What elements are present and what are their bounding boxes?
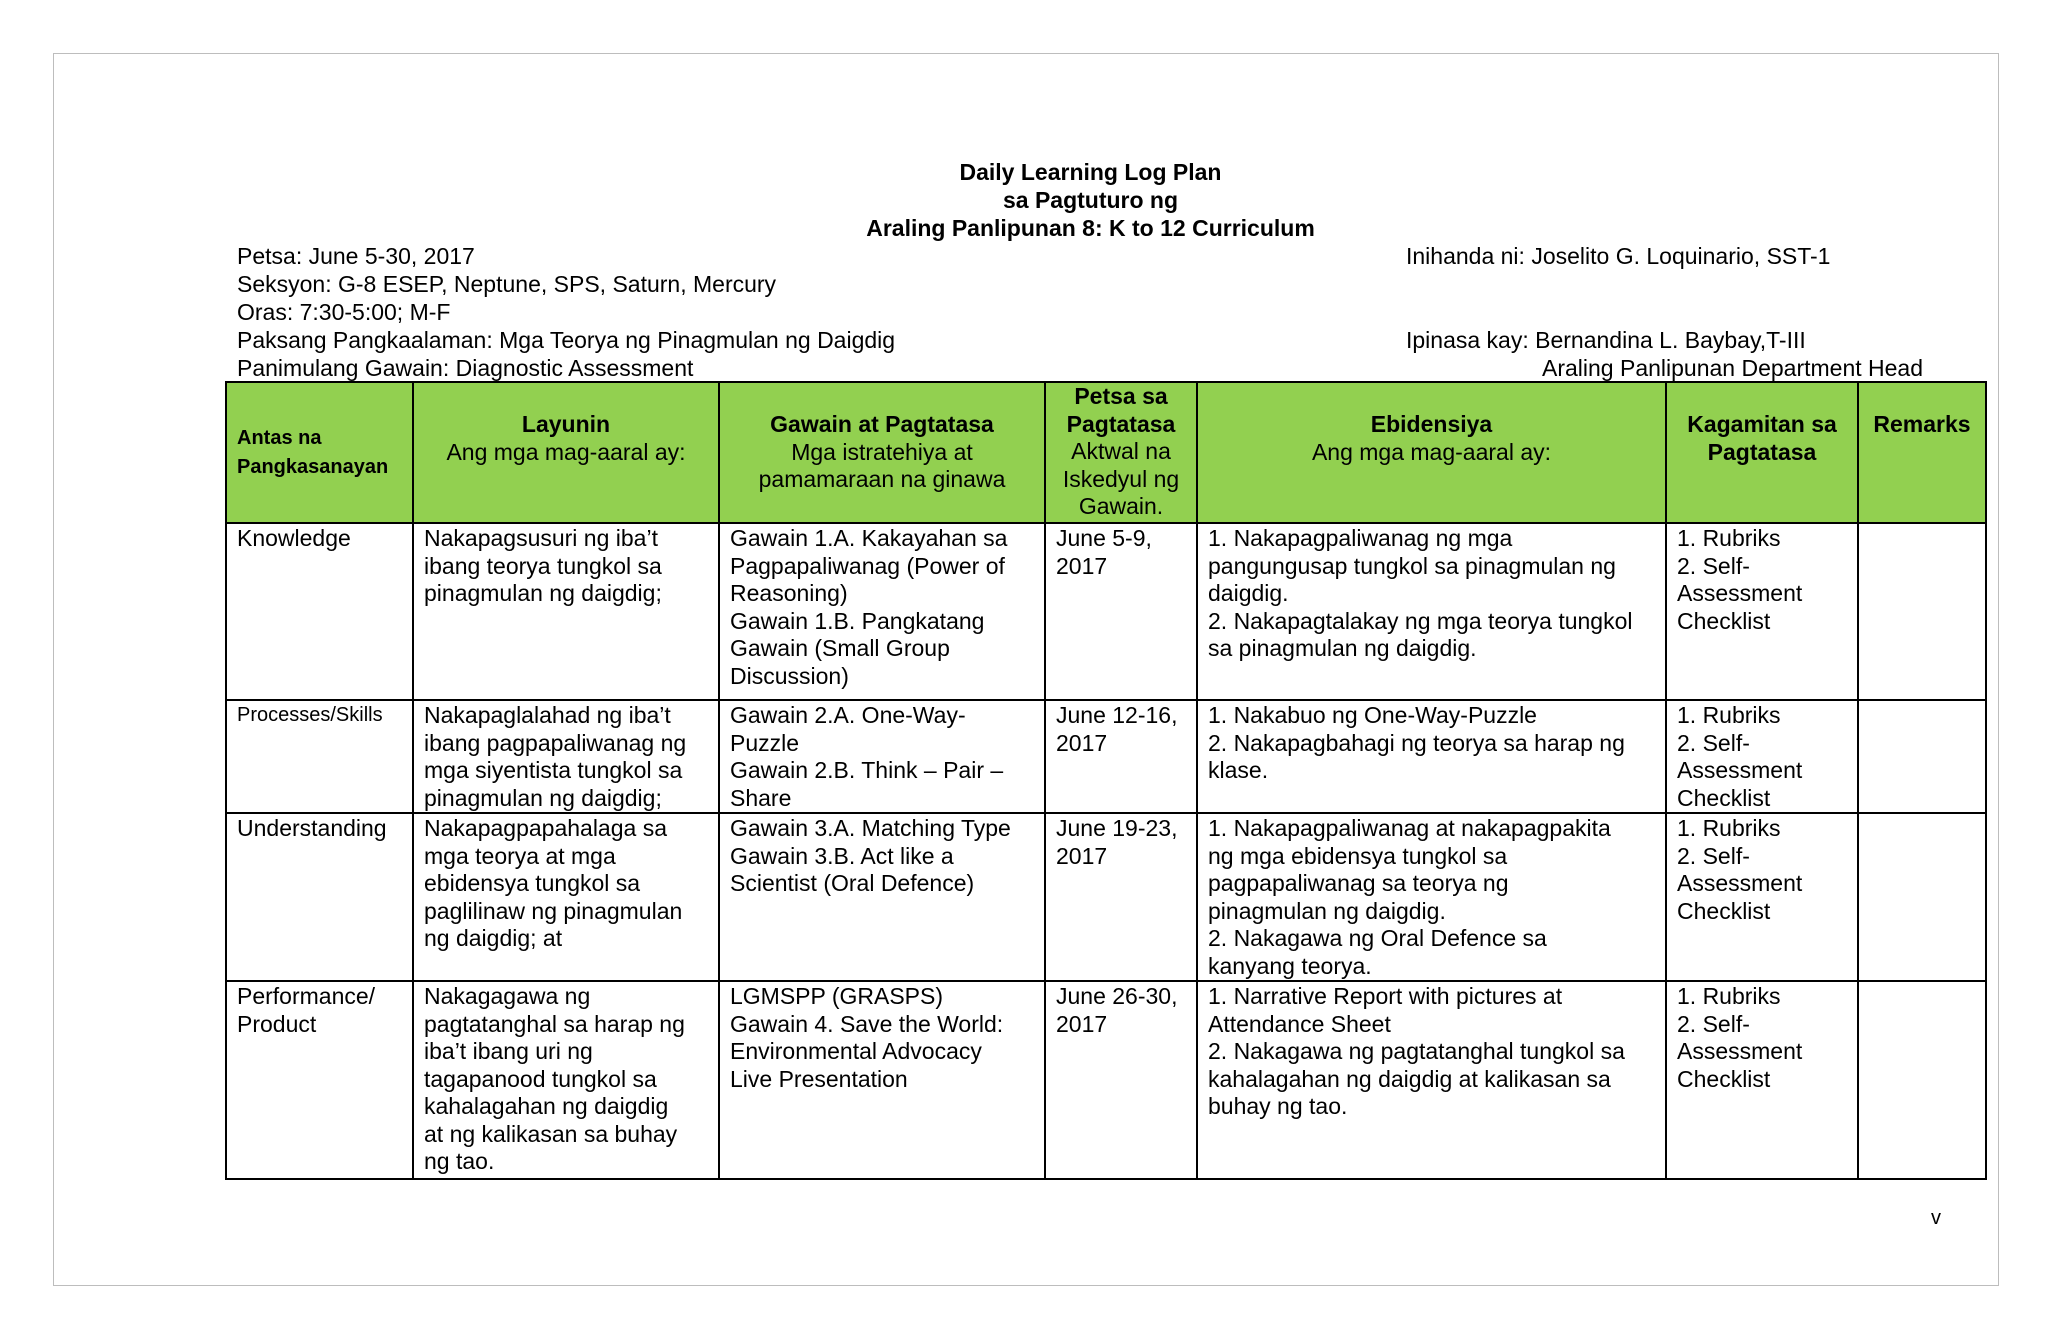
cell-line: 2017	[1056, 1010, 1108, 1037]
cell-line: June 26-30,	[1056, 983, 1178, 1009]
cell-layunin	[413, 981, 719, 1179]
cell-line: Puzzle	[730, 729, 800, 756]
cell-line: Gawain (Small Group	[730, 635, 950, 661]
cell-line: Performance/	[237, 983, 376, 1009]
petsa-line: Petsa: June 5-30, 2017	[237, 243, 475, 269]
cell-line: Reasoning)	[730, 580, 848, 606]
cell-line: Assessment	[1677, 870, 1803, 896]
cell-line: tagapanood tungkol sa	[424, 1065, 657, 1092]
cell-line: June 5-9,	[1056, 525, 1152, 551]
cell-line: Live Presentation	[730, 1065, 908, 1092]
title-line-1: Daily Learning Log Plan	[959, 159, 1222, 185]
cell-line: Nakapagpapahalaga sa	[424, 815, 667, 841]
table-row	[226, 700, 1986, 813]
cell-line: mga siyentista tungkol sa	[424, 757, 683, 783]
cell-ebidensiya	[1197, 813, 1666, 981]
paksa-line: Paksang Pangkaalaman: Mga Teorya ng Pinagmulan ng Daigdig	[237, 327, 896, 353]
cell-line: 2. Nakagawa ng pagtatanghal tungkol sa	[1208, 1038, 1625, 1064]
oras-line: Oras: 7:30-5:00; M-F	[237, 299, 451, 325]
cell-gawain	[719, 700, 1045, 813]
cell-line: iba’t ibang uri ng	[424, 1038, 593, 1064]
cell-line: ng mga ebidensya tungkol sa	[1208, 842, 1508, 869]
cell-line: buhay ng tao.	[1208, 1093, 1348, 1119]
cell-line: Attendance Sheet	[1208, 1010, 1391, 1037]
cell-antas	[226, 981, 413, 1179]
cell-line: Nakapaglalahad ng iba’t	[424, 702, 671, 728]
cell-line: Nakagagawa ng	[424, 983, 591, 1009]
cell-petsa	[1045, 981, 1197, 1179]
header-layunin: Layunin Ang mga mag-aaral ay:	[413, 382, 719, 523]
cell-line: sa pinagmulan ng daigdig.	[1208, 635, 1477, 661]
cell-line: Gawain 3.B. Act like a	[730, 842, 954, 869]
cell-ebidensiya	[1197, 981, 1666, 1179]
cell-ebidensiya	[1197, 700, 1666, 813]
cell-line: pinagmulan ng daigdig.	[1208, 897, 1446, 924]
cell-ebidensiya	[1197, 523, 1666, 700]
cell-line: 1. Rubriks	[1677, 983, 1781, 1009]
cell-remarks	[1858, 813, 1986, 981]
cell-line: 2. Self-	[1677, 1010, 1750, 1037]
header-petsa: Petsa sa Pagtatasa Aktwal na Iskedyul ng Gawain.	[1045, 382, 1197, 523]
cell-line: 2. Nakapagtalakay ng mga teorya tungkol	[1208, 607, 1633, 634]
cell-line: 2. Nakagawa ng Oral Defence sa	[1208, 925, 1547, 951]
cell-line: LGMSPP (GRASPS)	[730, 983, 944, 1009]
cell-kagamitan	[1666, 523, 1858, 700]
cell-line: Checklist	[1677, 1065, 1771, 1092]
cell-gawain	[719, 523, 1045, 700]
cell-line: Gawain 1.B. Pangkatang	[730, 607, 985, 634]
cell-line: 2. Self-	[1677, 552, 1750, 579]
cell-petsa	[1045, 813, 1197, 981]
cell-line: klase.	[1208, 757, 1269, 783]
cell-line: 1. Nakabuo ng One-Way-Puzzle	[1208, 702, 1537, 728]
cell-remarks	[1858, 700, 1986, 813]
title-line-3: Araling Panlipunan 8: K to 12 Curriculum	[866, 215, 1315, 241]
cell-line: mga teorya at mga	[424, 842, 616, 869]
cell-line: 1. Rubriks	[1677, 815, 1781, 841]
cell-line: at ng kalikasan sa buhay	[424, 1120, 678, 1147]
header-row	[226, 382, 1986, 523]
cell-kagamitan	[1666, 981, 1858, 1179]
cell-line: 2017	[1056, 552, 1108, 579]
cell-line: ibang teorya tungkol sa	[424, 552, 662, 579]
cell-layunin	[413, 523, 719, 700]
cell-line: pinagmulan ng daigdig;	[424, 784, 662, 811]
cell-line: Checklist	[1677, 607, 1771, 634]
cell-line: pagtatanghal sa harap ng	[424, 1010, 685, 1037]
cell-line: daigdig.	[1208, 580, 1289, 606]
header-antas: Antas na Pangkasanayan	[226, 382, 413, 523]
table-row	[226, 981, 1986, 1179]
cell-antas	[226, 700, 413, 813]
cell-kagamitan	[1666, 813, 1858, 981]
cell-line: Gawain 3.A. Matching Type	[730, 815, 1011, 841]
cell-remarks	[1858, 981, 1986, 1179]
table-row	[226, 523, 1986, 700]
cell-antas	[226, 523, 413, 700]
cell-line: pinagmulan ng daigdig;	[424, 580, 662, 606]
cell-line: paglilinaw ng pinagmulan	[424, 897, 683, 924]
cell-line: kahalagahan ng daigdig	[424, 1093, 669, 1119]
cell-line: 1. Rubriks	[1677, 702, 1781, 728]
cell-layunin	[413, 813, 719, 981]
cell-line: ibang pagpapaliwanag ng	[424, 729, 687, 756]
cell-line: Gawain 4. Save the World:	[730, 1010, 1004, 1037]
cell-antas	[226, 813, 413, 981]
cell-line: Assessment	[1677, 757, 1803, 783]
cell-line: Checklist	[1677, 784, 1771, 811]
cell-line: Processes/Skills	[237, 704, 383, 726]
ipinasa-line: Ipinasa kay: Bernandina L. Baybay,T-III	[1406, 327, 1806, 353]
cell-line: 1. Nakapagpaliwanag at nakapagpakita	[1208, 815, 1611, 841]
cell-gawain	[719, 813, 1045, 981]
cell-line: Assessment	[1677, 580, 1803, 606]
cell-kagamitan	[1666, 700, 1858, 813]
inihanda-line: Inihanda ni: Joselito G. Loquinario, SST-1	[1406, 243, 1831, 269]
cell-line: 1. Narrative Report with pictures at	[1208, 983, 1563, 1009]
cell-line: kahalagahan ng daigdig at kalikasan sa	[1208, 1065, 1611, 1092]
header-remarks: Remarks	[1858, 382, 1986, 523]
cell-line: Understanding	[237, 815, 387, 841]
cell-petsa	[1045, 700, 1197, 813]
panimula-line: Panimulang Gawain: Diagnostic Assessment	[237, 355, 694, 381]
cell-line: ng daigdig; at	[424, 925, 563, 951]
cell-line: June 19-23,	[1056, 815, 1178, 841]
cell-line: ebidensya tungkol sa	[424, 870, 641, 896]
cell-layunin	[413, 700, 719, 813]
cell-line: Discussion)	[730, 662, 849, 689]
cell-line: Knowledge	[237, 525, 351, 551]
cell-line: ng tao.	[424, 1148, 495, 1174]
document-title	[0, 158, 2048, 242]
header-gawain: Gawain at Pagtatasa Mga istratehiya at pamamaraan na ginawa	[719, 382, 1045, 523]
cell-line: kanyang teorya.	[1208, 952, 1372, 979]
cell-line: Gawain 1.A. Kakayahan sa	[730, 525, 1008, 551]
cell-line: pangungusap tungkol sa pinagmulan ng	[1208, 552, 1616, 579]
table-row	[226, 813, 1986, 981]
cell-line: Gawain 2.B. Think – Pair –	[730, 757, 1004, 783]
cell-line: 1. Nakapagpaliwanag ng mga	[1208, 525, 1513, 551]
cell-line: Nakapagsusuri ng iba’t	[424, 525, 658, 551]
cell-line: Checklist	[1677, 897, 1771, 924]
cell-line: 2. Self-	[1677, 729, 1750, 756]
cell-line: Product	[237, 1010, 317, 1037]
cell-petsa	[1045, 523, 1197, 700]
cell-remarks	[1858, 523, 1986, 700]
cell-line: Scientist (Oral Defence)	[730, 870, 975, 896]
page-number: v	[1931, 1207, 1941, 1229]
cell-line: Share	[730, 784, 792, 811]
cell-line: Environmental Advocacy	[730, 1038, 982, 1064]
cell-gawain	[719, 981, 1045, 1179]
header-kagamitan: Kagamitan sa Pagtatasa	[1666, 382, 1858, 523]
cell-line: Assessment	[1677, 1038, 1803, 1064]
learning-log-table	[225, 381, 1987, 1180]
department-head-line: Araling Panlipunan Department Head	[1542, 355, 1924, 381]
header-ebidensiya: Ebidensiya Ang mga mag-aaral ay:	[1197, 382, 1666, 523]
cell-line: 2017	[1056, 729, 1108, 756]
cell-line: June 12-16,	[1056, 702, 1178, 728]
cell-line: 2. Self-	[1677, 842, 1750, 869]
cell-line: 2. Nakapagbahagi ng teorya sa harap ng	[1208, 729, 1625, 756]
seksyon-line: Seksyon: G-8 ESEP, Neptune, SPS, Saturn, Mercury	[237, 271, 777, 297]
title-line-2: sa Pagtuturo ng	[1002, 187, 1179, 213]
cell-line: 1. Rubriks	[1677, 525, 1781, 551]
cell-line: Gawain 2.A. One-Way-	[730, 702, 966, 728]
cell-line: Pagpapaliwanag (Power of	[730, 552, 1005, 579]
cell-line: pagpapaliwanag sa teorya ng	[1208, 870, 1509, 896]
cell-line: 2017	[1056, 842, 1108, 869]
